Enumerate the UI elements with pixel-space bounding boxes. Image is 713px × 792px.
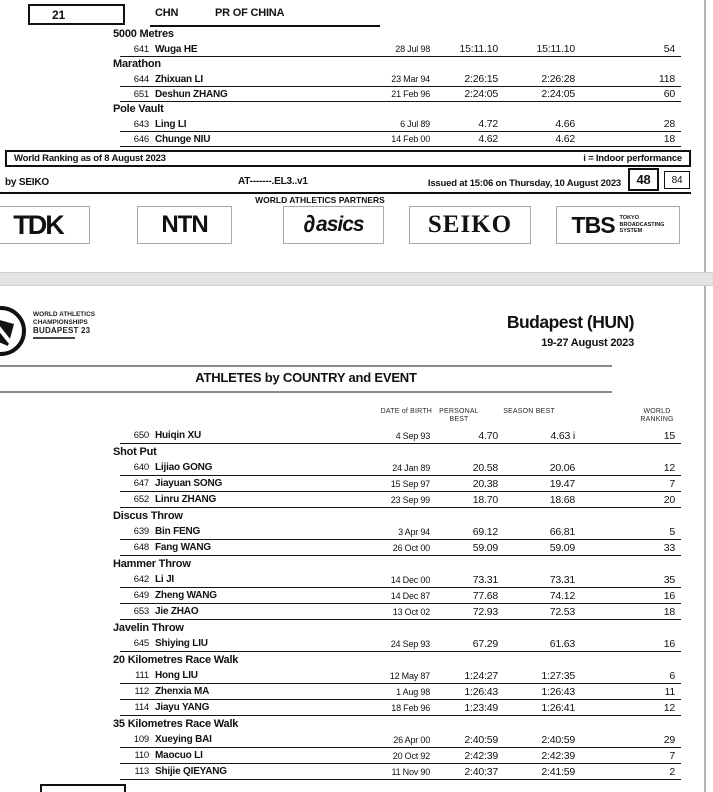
athlete-personal-best: 72.93 (472, 606, 498, 618)
athlete-personal-best: 59.09 (472, 542, 498, 554)
athlete-row (113, 764, 691, 780)
athlete-season-best: 1:26:41 (541, 702, 575, 714)
wa-championships-logo-text: WORLD ATHLETICS CHAMPIONSHIPS BUDAPEST 23 (33, 311, 95, 339)
athlete-season-best: 1:26:43 (541, 686, 575, 698)
event-name: Pole Vault (113, 103, 164, 115)
next-country-number-box (40, 784, 126, 792)
asics-logo (283, 206, 384, 244)
athlete-personal-best: 2:40:37 (464, 766, 498, 778)
athlete-personal-best: 77.68 (472, 590, 498, 602)
athlete-world-ranking: 18 (663, 606, 675, 618)
athlete-world-ranking: 5 (669, 526, 675, 538)
athlete-name: Ling LI (155, 119, 187, 130)
country-number: 21 (52, 7, 65, 22)
athlete-season-best: 4.62 (555, 133, 575, 145)
athlete-name: Li JI (155, 574, 175, 585)
tdk-logo (0, 206, 90, 244)
athlete-season-best: 4.66 (555, 118, 575, 130)
athlete-name: Xueying BAI (155, 734, 212, 745)
athlete-world-ranking: 16 (663, 590, 675, 602)
athlete-row (113, 540, 691, 556)
country-number-box (28, 4, 125, 25)
athlete-personal-best: 20.38 (472, 478, 498, 490)
athlete-season-best: 15:11.10 (536, 43, 575, 55)
athlete-date-of-birth: 28 Jul 98 (395, 44, 430, 54)
athlete-season-best: 66.81 (549, 526, 575, 538)
athlete-season-best: 2:42:39 (541, 750, 575, 762)
event-name: Discus Throw (113, 510, 183, 522)
event-header (113, 556, 691, 572)
athlete-row (113, 668, 691, 684)
athlete-date-of-birth: 23 Sep 99 (390, 495, 430, 505)
athlete-personal-best: 69.12 (472, 526, 498, 538)
athlete-date-of-birth: 15 Sep 97 (390, 479, 430, 489)
athlete-bib-number: 646 (133, 134, 149, 145)
athlete-date-of-birth: 14 Dec 87 (390, 591, 430, 601)
athlete-row (113, 572, 691, 588)
athlete-table-page1 (113, 27, 691, 147)
column-header-season-best: SEASON BEST (503, 408, 555, 415)
athlete-name: Maocuo LI (155, 750, 203, 761)
page-number-box (628, 168, 659, 191)
athlete-world-ranking: 60 (663, 88, 675, 100)
athlete-row (113, 604, 691, 620)
athlete-date-of-birth: 26 Oct 00 (392, 543, 430, 553)
ntn-logo (137, 206, 232, 244)
athlete-season-best: 18.68 (549, 494, 575, 506)
athlete-row (113, 524, 691, 540)
athlete-world-ranking: 54 (663, 43, 675, 55)
athlete-season-best: 20.06 (549, 462, 575, 474)
athlete-name: Chunge NIU (155, 134, 211, 145)
athlete-date-of-birth: 20 Oct 92 (392, 751, 430, 761)
event-header (113, 57, 691, 72)
athlete-name: Deshun ZHANG (155, 89, 228, 100)
athlete-row (113, 732, 691, 748)
ntn-logo-text: NTN (161, 211, 208, 238)
event-name: 5000 Metres (113, 28, 174, 40)
athlete-world-ranking: 18 (663, 133, 675, 145)
event-location-title: Budapest (HUN) (506, 312, 634, 332)
athlete-bib-number: 653 (133, 606, 149, 617)
event-header (113, 620, 691, 636)
athlete-season-best: 4.63 i (550, 430, 575, 442)
athlete-name: Shiying LIU (155, 638, 208, 649)
athlete-row (113, 428, 691, 444)
footer-rule (0, 192, 691, 194)
athlete-personal-best: 73.31 (472, 574, 498, 586)
athlete-bib-number: 110 (134, 750, 149, 761)
tbs-logo (556, 206, 680, 244)
tdk-logo-text: TDK (13, 209, 63, 240)
athlete-personal-best: 2:24:05 (464, 88, 498, 100)
athlete-personal-best: 4.70 (478, 430, 498, 442)
athlete-row (113, 72, 691, 87)
event-date-range: 19-27 August 2023 (541, 337, 634, 349)
athlete-row (113, 132, 691, 147)
country-code: CHN (155, 7, 179, 19)
athlete-date-of-birth: 6 Jul 89 (400, 119, 430, 129)
event-header (113, 508, 691, 524)
athlete-date-of-birth: 23 Mar 94 (391, 74, 430, 84)
athlete-personal-best: 4.62 (478, 133, 498, 145)
athlete-world-ranking: 35 (663, 574, 675, 586)
athlete-date-of-birth: 14 Dec 00 (390, 575, 430, 585)
athlete-world-ranking: 20 (663, 494, 675, 506)
athlete-bib-number: 650 (133, 430, 149, 441)
athlete-name: Zheng WANG (155, 590, 217, 601)
athlete-bib-number: 651 (133, 89, 149, 100)
seiko-logo (409, 206, 531, 244)
timing-credit: by SEIKO (5, 177, 49, 188)
athlete-row (113, 87, 691, 102)
document-code: AT-------.EL3..v1 (238, 176, 308, 187)
athlete-bib-number: 112 (134, 686, 149, 697)
athlete-season-best: 2:26:28 (541, 73, 575, 85)
world-ranking-note-box (5, 150, 691, 167)
athlete-world-ranking: 118 (658, 73, 675, 85)
athlete-table-page2 (113, 428, 691, 780)
athlete-date-of-birth: 11 Nov 90 (391, 767, 430, 777)
athlete-row (113, 460, 691, 476)
asics-swirl-icon: ∂ (303, 211, 316, 238)
athlete-date-of-birth: 12 May 87 (389, 671, 430, 681)
athlete-name: Zhixuan LI (155, 74, 204, 85)
athlete-world-ranking: 16 (663, 638, 675, 650)
athlete-date-of-birth: 24 Sep 93 (390, 639, 430, 649)
athlete-bib-number: 111 (135, 670, 149, 681)
athlete-name: Fang WANG (155, 542, 211, 553)
athlete-personal-best: 1:26:43 (464, 686, 498, 698)
athlete-bib-number: 641 (133, 44, 149, 55)
athlete-date-of-birth: 14 Feb 00 (391, 134, 430, 144)
athlete-personal-best: 2:40:59 (464, 734, 498, 746)
indoor-performance-note: i = Indoor performance (583, 153, 682, 164)
athlete-season-best: 2:24:05 (541, 88, 575, 100)
athlete-name: Bin FENG (155, 526, 201, 537)
athlete-personal-best: 4.72 (478, 118, 498, 130)
athlete-bib-number: 652 (133, 494, 149, 505)
athlete-date-of-birth: 21 Feb 96 (391, 89, 430, 99)
athlete-season-best: 2:40:59 (541, 734, 575, 746)
athlete-name: Zhenxia MA (155, 686, 210, 697)
athlete-bib-number: 647 (133, 478, 149, 489)
column-header-personal-best: PERSONAL BEST (439, 408, 479, 423)
athlete-row (113, 476, 691, 492)
athlete-season-best: 59.09 (549, 542, 575, 554)
athlete-name: Huiqin XU (155, 430, 201, 441)
page-number: 48 (636, 172, 651, 187)
document-heading: ATHLETES by COUNTRY and EVENT (195, 370, 417, 385)
page-total: 84 (671, 174, 683, 186)
athlete-world-ranking: 7 (669, 478, 675, 490)
asics-logo-text: asics (316, 213, 364, 236)
athlete-row (113, 700, 691, 716)
athlete-personal-best: 2:42:39 (464, 750, 498, 762)
athlete-bib-number: 644 (133, 74, 149, 85)
athlete-name: Lijiao GONG (155, 462, 213, 473)
heading-rule-bottom (0, 391, 612, 393)
athlete-world-ranking: 33 (663, 542, 675, 554)
athlete-bib-number: 639 (133, 526, 149, 537)
athlete-season-best: 19.47 (549, 478, 575, 490)
athlete-date-of-birth: 18 Feb 96 (391, 703, 430, 713)
athlete-personal-best: 20.58 (472, 462, 498, 474)
athlete-world-ranking: 12 (663, 462, 675, 474)
athlete-name: Shijie QIEYANG (155, 766, 227, 777)
page-gap (0, 272, 713, 286)
athlete-row (113, 748, 691, 764)
athlete-world-ranking: 12 (663, 702, 675, 714)
athlete-personal-best: 1:24:27 (464, 670, 498, 682)
event-name: Javelin Throw (113, 622, 184, 634)
athlete-personal-best: 15:11.10 (459, 43, 498, 55)
athlete-row (113, 492, 691, 508)
athlete-season-best: 1:27:35 (541, 670, 575, 682)
event-header (113, 444, 691, 460)
world-ranking-note: World Ranking as of 8 August 2023 (14, 153, 166, 164)
athlete-bib-number: 109 (133, 734, 149, 745)
athlete-date-of-birth: 13 Oct 02 (392, 607, 430, 617)
page-1 (0, 0, 706, 272)
event-header (113, 652, 691, 668)
athlete-date-of-birth: 1 Aug 98 (396, 687, 430, 697)
athlete-world-ranking: 11 (664, 686, 675, 698)
athlete-season-best: 74.12 (549, 590, 575, 602)
athlete-season-best: 73.31 (549, 574, 575, 586)
issued-timestamp: Issued at 15:06 on Thursday, 10 August 2023 (427, 178, 621, 189)
athlete-personal-best: 18.70 (472, 494, 498, 506)
athlete-bib-number: 643 (133, 119, 149, 130)
athlete-date-of-birth: 26 Apr 00 (393, 735, 430, 745)
athlete-row (113, 684, 691, 700)
athlete-personal-best: 67.29 (472, 638, 498, 650)
athlete-season-best: 2:41:59 (541, 766, 575, 778)
event-header (113, 716, 691, 732)
event-name: Shot Put (113, 446, 157, 458)
partners-heading: WORLD ATHLETICS PARTNERS (255, 195, 385, 205)
event-header (113, 102, 691, 117)
athlete-date-of-birth: 24 Jan 89 (392, 463, 430, 473)
athlete-name: Jie ZHAO (155, 606, 199, 617)
athlete-bib-number: 640 (133, 462, 149, 473)
wa-budapest-logo-icon (0, 304, 28, 358)
athlete-world-ranking: 7 (669, 750, 675, 762)
page-2 (0, 286, 706, 792)
heading-rule-top (0, 365, 612, 367)
athlete-name: Jiayu YANG (155, 702, 210, 713)
athlete-date-of-birth: 3 Apr 94 (398, 527, 430, 537)
athlete-world-ranking: 15 (663, 430, 675, 442)
athlete-name: Hong LIU (155, 670, 198, 681)
event-name: 35 Kilometres Race Walk (113, 718, 239, 730)
athlete-name: Jiayuan SONG (155, 478, 223, 489)
country-name: PR OF CHINA (215, 7, 285, 19)
event-name: 20 Kilometres Race Walk (113, 654, 239, 666)
athlete-world-ranking: 29 (663, 734, 675, 746)
athlete-bib-number: 649 (133, 590, 149, 601)
athlete-world-ranking: 2 (669, 766, 675, 778)
column-header-date-of-birth: DATE of BIRTH (380, 408, 432, 415)
athlete-row (113, 588, 691, 604)
seiko-logo-text: SEIKO (427, 211, 513, 238)
athlete-season-best: 72.53 (549, 606, 575, 618)
athlete-personal-best: 2:26:15 (464, 73, 498, 85)
column-header-world-ranking: WORLD RANKING (640, 408, 674, 423)
athlete-name: Linru ZHANG (155, 494, 217, 505)
athlete-row (113, 117, 691, 132)
athlete-world-ranking: 6 (669, 670, 675, 682)
athlete-bib-number: 648 (133, 542, 149, 553)
event-header (113, 27, 691, 42)
athlete-name: Wuga HE (155, 44, 198, 55)
event-name: Marathon (113, 58, 161, 70)
tbs-logo-text: TBS (571, 211, 615, 238)
athlete-row (113, 42, 691, 57)
athlete-bib-number: 113 (134, 766, 149, 777)
tbs-logo-subtext: TOKYO BROADCASTING SYSTEM (619, 215, 665, 235)
athlete-personal-best: 1:23:49 (464, 702, 498, 714)
athlete-bib-number: 645 (133, 638, 149, 649)
logo-underline (33, 337, 75, 339)
page-total-box (664, 171, 690, 189)
athlete-world-ranking: 28 (663, 118, 675, 130)
athlete-season-best: 61.63 (549, 638, 575, 650)
athlete-bib-number: 642 (133, 574, 149, 585)
athlete-bib-number: 114 (134, 702, 149, 713)
athlete-row (113, 636, 691, 652)
event-name: Hammer Throw (113, 558, 191, 570)
athlete-date-of-birth: 4 Sep 93 (395, 431, 430, 441)
